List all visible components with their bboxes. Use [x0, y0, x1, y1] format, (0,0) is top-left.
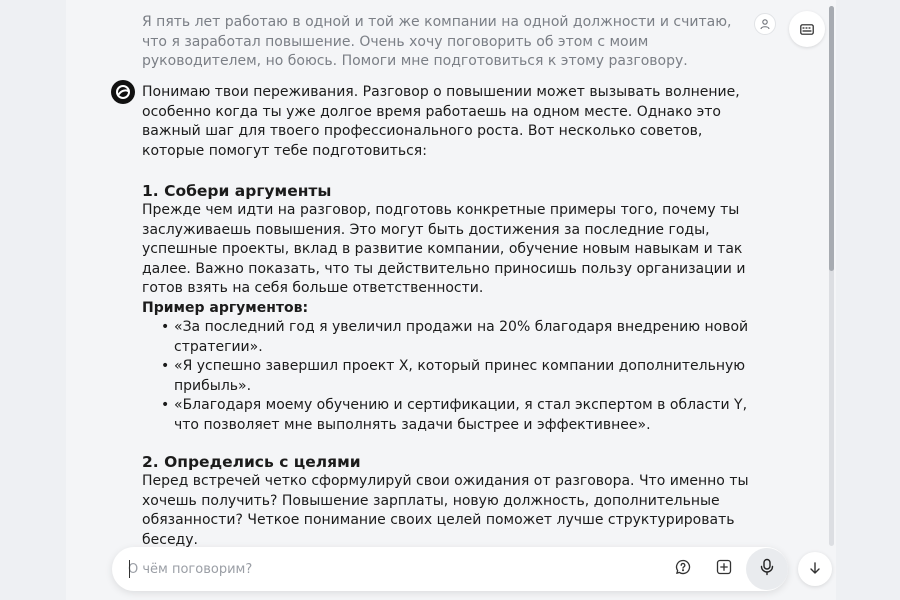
question-bubble-icon	[675, 559, 691, 579]
list-item: • «Я успешно завершил проект X, который принес компании дополнительную прибыль».	[174, 357, 762, 396]
answer-intro: Понимаю твои переживания. Разговор о повышении может вызывать волнение, особенно когда ты уже долгое время работаешь на одном месте. Однако это важный шаг для твоего профессионального роста. Вот несколько советов, которые помогут тебе подготовиться:	[142, 84, 740, 159]
list-item: • «Благодаря моему обучению и сертификации, я стал экспертом в области Y, что позволяет мне выполнять задачи быстрее и эффективнее».	[174, 396, 762, 435]
message-composer	[112, 547, 788, 591]
scrollbar[interactable]	[829, 6, 834, 546]
user-icon	[754, 13, 776, 35]
list-item: • «За последний год я увеличил продажи на 20% благодаря внедрению новой стратегии».	[174, 318, 762, 357]
microphone-icon	[759, 558, 775, 580]
section-text-arguments: Прежде чем идти на разговор, подготовь конкретные примеры того, почему ты заслуживаешь повышения. Это могут быть достижения за последние годы, успешные проекты, вклад в развитие компании, обучение новым навыкам и так далее. Важно показать, что ты действительно приносишь пользу организации и готов взять на себя больше ответственности.	[142, 202, 746, 296]
arrow-down-icon	[808, 560, 822, 579]
keyboard-icon	[800, 20, 814, 39]
keyboard-button[interactable]	[789, 11, 825, 47]
microphone-button[interactable]	[746, 548, 788, 590]
assistant-logo-icon	[111, 80, 135, 104]
add-button[interactable]	[711, 556, 737, 582]
text-caret	[129, 560, 130, 578]
examples-list	[142, 318, 762, 435]
message-input[interactable]	[128, 559, 648, 579]
section-heading-arguments: 1. Собери аргументы	[142, 182, 332, 200]
scroll-down-button[interactable]	[798, 552, 832, 586]
add-square-icon	[716, 559, 732, 579]
examples-title: Пример аргументов:	[142, 299, 309, 316]
user-message: Я пять лет работаю в одной и той же компании на одной должности и считаю, что я заработал повышение. Очень хочу поговорить об этом с моим руководителем, но боюсь. Помоги мне подготовиться к этому разговору.	[142, 14, 732, 69]
assistant-answer	[142, 83, 762, 550]
scrollbar-thumb[interactable]	[829, 6, 834, 271]
section-heading-goals: 2. Определись с целями	[142, 453, 361, 471]
section-text-goals: Перед встречей четко сформулируй свои ожидания от разговора. Что именно ты хочешь получить? Повышение зарплаты, новую должность, дополнительные обязанности? Четкое понимание своих целей поможет лучше структурировать беседу.	[142, 473, 749, 548]
hint-button[interactable]	[670, 556, 696, 582]
